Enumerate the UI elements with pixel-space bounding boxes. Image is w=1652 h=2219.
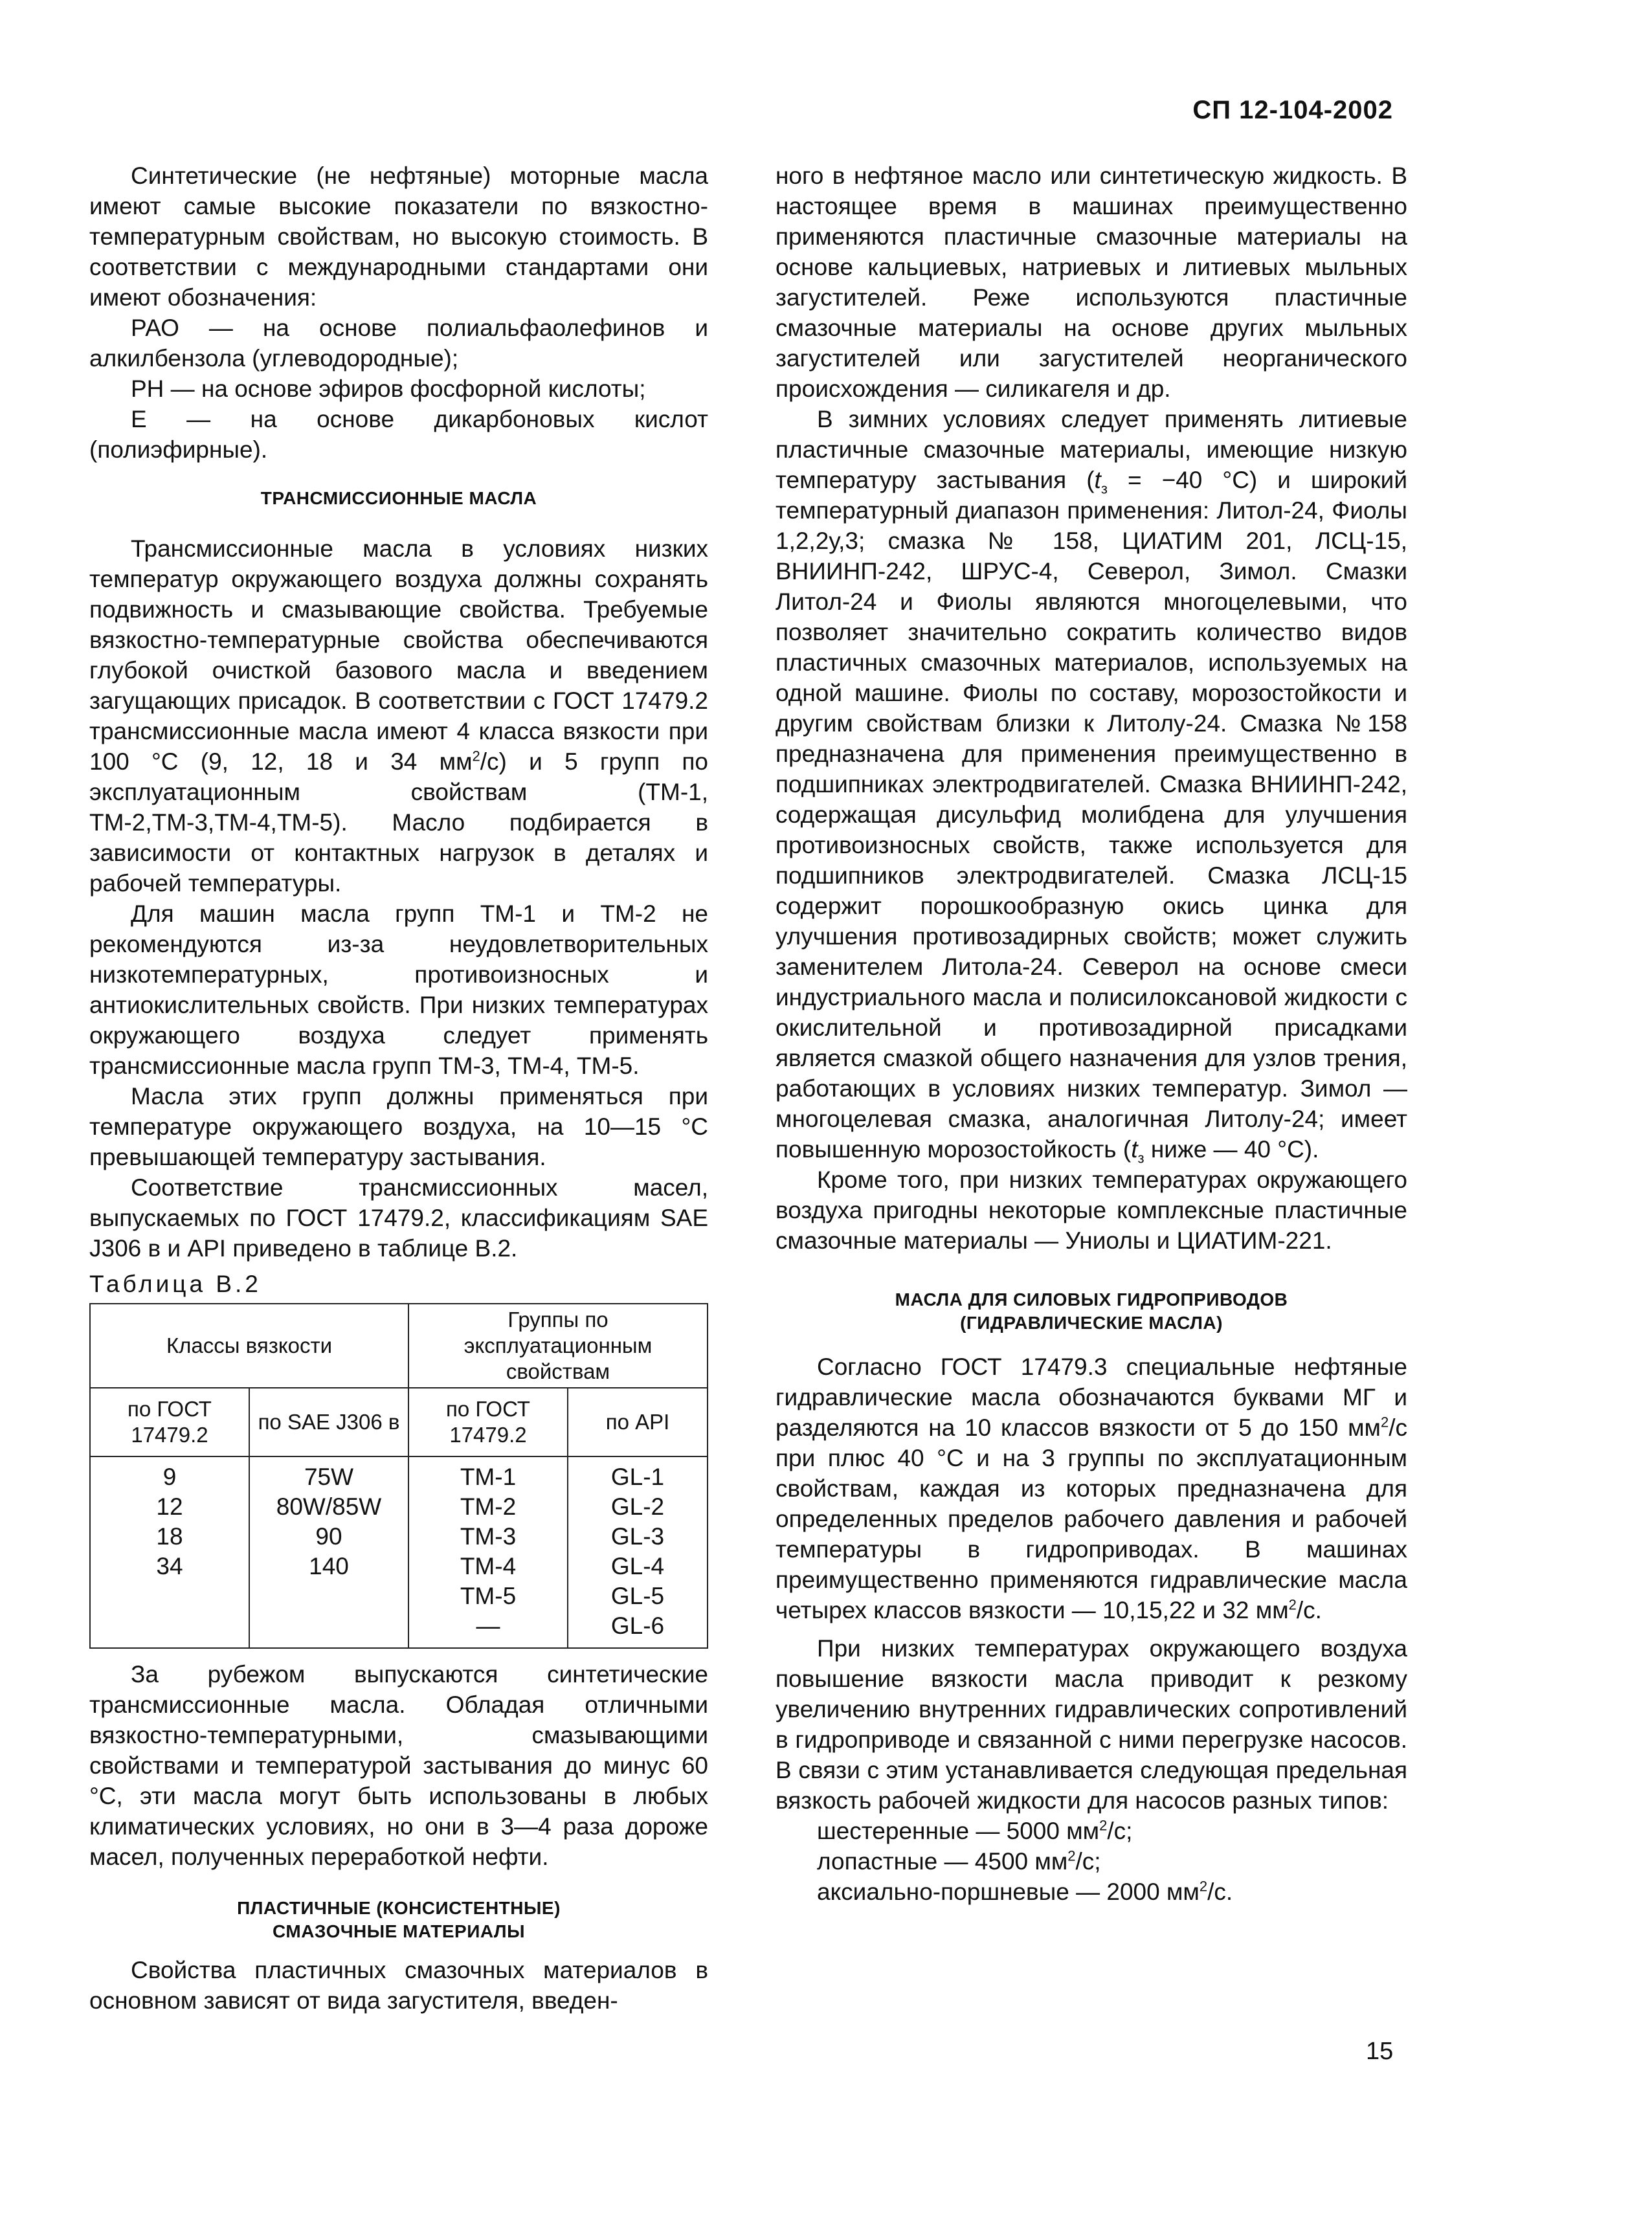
table-value: GL-6 — [610, 1612, 665, 1639]
table-value: 90 — [315, 1523, 342, 1550]
list-item: лопастные — 4500 $мм^2/с$; — [817, 1847, 1101, 1875]
paragraph: Масла этих групп должны применяться при температуре окружающего воздуха, на 10—15 °С превышающей температуру застывания. — [89, 1083, 708, 1170]
paragraph: РН — на основе эфиров фосфорной кислоты; — [131, 375, 646, 402]
paragraph: Согласно ГОСТ 17479.3 специальные нефтяные гидравлические масла обозначаются буквами МГ и разделяются на 10 классов вязкости от 5 до 150 $мм^2/с$ при плюс 40 °С и на 3 группы по эксплуатационным свойствам, каждая из которых предназначена для определенных пределов рабочего давления и рабочей температуры в гидроприводах. В машинах преимущественно применяются гидравлические масла четырех классов вязкости — 10,15,22 и 32 $мм^2/с$. — [776, 1354, 1407, 1623]
page-number: 15 — [1366, 2038, 1394, 2065]
table-cell — [249, 1456, 408, 1648]
table-value: 80W/85W — [276, 1493, 382, 1520]
heading-line: (ГИДРАВЛИЧЕСКИЕ МАСЛА) — [960, 1313, 1223, 1333]
viscosity-table — [89, 1303, 708, 1649]
list-item: аксиально-поршневые — 2000 $мм^2/с$. — [817, 1878, 1233, 1905]
table-column-header: по ГОСТ 17479.2 — [408, 1388, 568, 1456]
heading-line: ПЛАСТИЧНЫЕ (КОНСИСТЕНТНЫЕ) — [237, 1898, 561, 1918]
table-column-header: по SAE J306 в — [249, 1388, 408, 1456]
table-value: ТМ-2 — [460, 1493, 517, 1520]
document-code: СП 12-104-2002 — [1192, 96, 1393, 124]
table-value: 12 — [156, 1493, 183, 1520]
section-heading-transmission-oils: ТРАНСМИССИОННЫЕ МАСЛА — [260, 488, 537, 508]
table-group-header: Группы по эксплуатационным свойствам — [408, 1304, 708, 1388]
table-value: 75W — [304, 1464, 354, 1490]
paragraph: При низких температурах окружающего воздуха повышение вязкости масла приводит к резкому увеличению внутренних гидравлических сопротивлений в гидроприводе и связанной с ними перегрузке насосов. В связи с этим устанавливается следующая предельная вязкость рабочей жидкости для насосов разных типов: — [776, 1635, 1407, 1814]
table-value: ТМ-5 — [460, 1583, 517, 1609]
paragraph: Соответствие трансмиссионных масел, выпускаемых по ГОСТ 17479.2, классификациям SAE J306 в и API приведено в таблице В.2. — [89, 1174, 708, 1262]
heading-line: МАСЛА ДЛЯ СИЛОВЫХ ГИДРОПРИВОДОВ — [895, 1289, 1288, 1310]
table-column-header: по API — [568, 1388, 708, 1456]
table-value: GL-5 — [610, 1583, 665, 1609]
paragraph: Для машин масла групп ТМ-1 и ТМ-2 не рекомендуются из-за неудовлетворительных низкотемпературных, противоизносных и антиокислительных свойств. При низких температурах окружающего воздуха следует применять трансмиссионные масла групп ТМ-3, ТМ-4, ТМ-5. — [89, 900, 708, 1079]
table-group-header: Классы вязкости — [90, 1304, 408, 1388]
table-value: GL-4 — [610, 1553, 665, 1579]
heading-line: СМАЗОЧНЫЕ МАТЕРИАЛЫ — [273, 1921, 525, 1941]
table-column-header: по ГОСТ 17479.2 — [90, 1388, 249, 1456]
right-column — [776, 161, 1407, 1907]
table-value: 9 — [162, 1464, 177, 1490]
paragraph: Свойства пластичных смазочных материалов в основном зависят от вида загустителя, введен- — [89, 1957, 708, 2014]
table-value: GL-2 — [610, 1493, 665, 1520]
table-value: GL-3 — [610, 1523, 665, 1550]
table-value: 34 — [156, 1553, 183, 1579]
paragraph: ного в нефтяное масло или синтетическую жидкость. В настоящее время в машинах преимущественно применяются пластичные смазочные материалы на основе кальциевых, натриевых и литиевых мыльных загустителей. Реже используются пластичные смазочные материалы на основе других мыльных загустителей или загустителей неорганического происхождения — силикагеля и др. — [776, 162, 1407, 402]
paragraph: В зимних условиях следует применять литиевые пластичные смазочные материалы, имеющие низкую температуру застывания ($t_з = -40$ °С) и широкий температурный диапазон применения: Литол-24, Фиолы 1,2,2у,3; смазка № 158, ЦИАТИМ 201, ЛСЦ-15, ВНИИНП-242, ШРУС-4, Северол, Зимол. Смазки Литол-24 и Фиолы являются многоцелевыми, что позволяет значительно сократить количество видов пластичных смазочных материалов, используемых на одной машине. Фиолы по составу, морозостойкости и другим свойствам близки к Литолу-24. Смазка №158 предназначена для применения преимущественно в подшипниках электродвигателей. Смазка ВНИИНП-242, содержащая дисульфид молибдена для улучшения противоизносных свойств, также используется для подшипников электродвигателей. Смазка ЛСЦ-15 содержит порошкообразную окись цинка для улучшения противозадирных свойств; может служить заменителем Литола-24. Северол на основе смеси индустриального масла и полисилоксановой жидкости с окислительной и противозадирной присадками является смазкой общего назначения для узлов трения, работающих в условиях низких температур. Зимол — многоцелевая смазка, аналогичная Литолу-24; имеет повышенную морозостойкость ($t_з$ ниже — 40 °С). — [776, 406, 1407, 1166]
table-value: ТМ-4 — [460, 1553, 517, 1579]
table-value: 140 — [309, 1553, 349, 1579]
paragraph: Синтетические (не нефтяные) моторные масла имеют самые высокие показатели по вязкостно-температурным свойствам, но высокую стоимость. В соответствии с международными стандартами они имеют обозначения: — [89, 162, 708, 311]
section-heading-greases — [89, 1897, 708, 1943]
table-value: ТМ-1 — [460, 1464, 517, 1490]
table-value: ТМ-3 — [460, 1523, 517, 1550]
table-cell — [568, 1456, 708, 1648]
paragraph: Кроме того, при низких температурах окружающего воздуха пригодны некоторые комплексные пластичные смазочные материалы — Униолы и ЦИАТИМ-221. — [776, 1166, 1407, 1254]
section-heading-hydraulic-oils — [776, 1288, 1407, 1335]
left-column — [89, 161, 708, 2016]
paragraph: За рубежом выпускаются синтетические трансмиссионные масла. Обладая отличными вязкостно-температурными, смазывающими свойствами и температурой застывания до минус 60 °С, эти масла могут быть использованы в любых климатических условиях, но они в 3—4 раза дороже масел, полученных переработкой нефти. — [89, 1661, 708, 1870]
table-cell — [408, 1456, 568, 1648]
table-value: — — [476, 1612, 500, 1639]
table-value: GL-1 — [610, 1464, 665, 1490]
paragraph: РАО — на основе полиальфаолефинов и алкилбензола (углеводородные); — [89, 315, 708, 372]
paragraph: Трансмиссионные масла в условиях низких температур окружающего воздуха должны сохранять подвижность и смазывающие свойства. Требуемые вязкостно-температурные свойства обеспечиваются глубокой очисткой базового масла и введением загущающих присадок. В соответствии с ГОСТ 17479.2 трансмиссионные масла имеют 4 класса вязкости при 100 °С (9, 12, 18 и 34 $мм^2/с$) и 5 групп по эксплуатационным свойствам (ТМ-1, ТМ-2,ТМ-3,ТМ-4,ТМ-5). Масло подбирается в зависимости от контактных нагрузок в деталях и рабочей температуры. — [89, 535, 708, 897]
table-cell — [90, 1456, 249, 1648]
list-item: шестеренные — 5000 $мм^2/с$; — [817, 1817, 1133, 1844]
table-caption: Таблица В.2 — [89, 1271, 262, 1297]
paragraph: Е — на основе дикарбоновых кислот (полиэфирные). — [89, 406, 708, 463]
table-value: 18 — [156, 1523, 183, 1550]
